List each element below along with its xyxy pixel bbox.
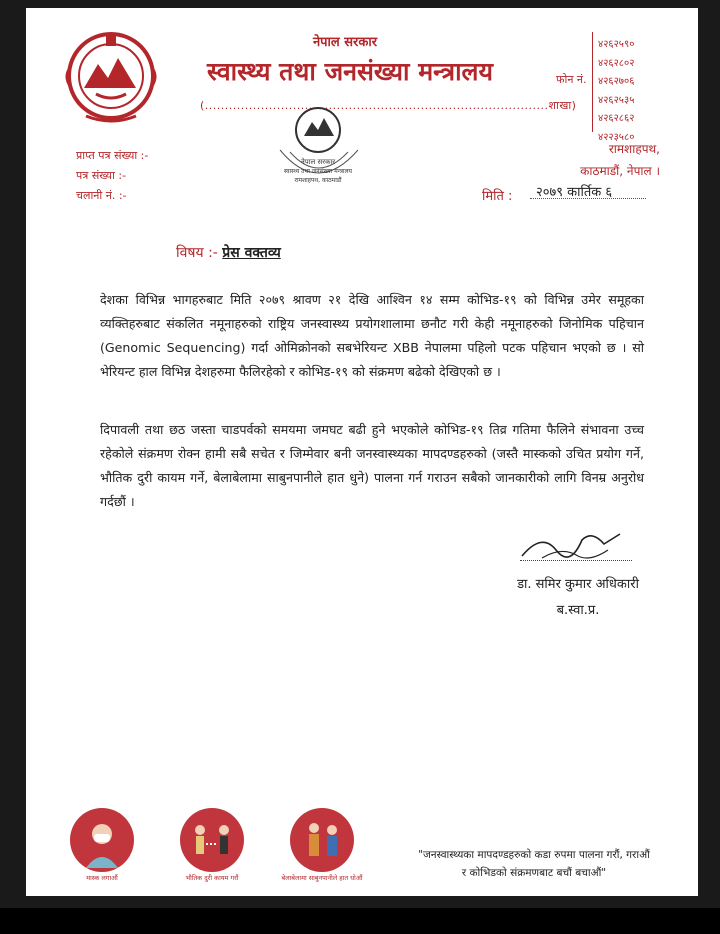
phone-label: फोन नं. (556, 73, 587, 86)
received-number-label: प्राप्त पत्र संख्या :- (76, 149, 149, 162)
phone-number: ४२६२७०६ (598, 76, 635, 87)
subject-value: प्रेस वक्तव्य (222, 245, 281, 261)
slogan-line: र कोभिडको संक्रमणबाट बचौं बचाऔं" (461, 867, 607, 879)
body-paragraph-1: देशका विभिन्न भागहरुबाट मिति २०७९ श्रावण २१ देखि आश्विन १४ सम्म कोभिड-१९ को विभिन्न उमेर समूहका व्यक्तिहरुबाट संकलित नमूनाहरुको राष्ट्रिय जनस्वास्थ्य प्रयोगशालामा छनौट गरी केही नमूनाहरुको जिनोमिक पहिचान (Genomic Sequencing) गर्दा ओमिक्रोनको सबभेरियन्ट XBB नेपालमा पहिलो पटक पहिचान भएको छ । सो भेरियन्ट हाल विभिन्न देशहरुमा फैलिरहेको र कोभिड-१९ को संक्रमण बढेको देखिएको छ । (100, 292, 644, 379)
body-paragraph-2: दिपावली तथा छठ जस्ता चाडपर्वको समयमा जमघट बढी हुने भएकोले कोभिड-१९ तिव्र गतिमा फैलिने संभावना उच्च रहेकोले संक्रमण रोक्न हामी सबै सचेत र जिम्मेवार बनी जनस्वास्थ्यका मापदण्डहरुको (जस्तै मास्कको उचित प्रयोग गर्ने, भौतिक दुरी कायम गर्ने, बेलाबेलामा साबुनपानीले हात धुने) पालना गर्न गराउन सबैको जानकारीको लागि विनम्र अनुरोध गर्दछौं । (100, 422, 644, 509)
phone-number: ४२२३५८० (598, 131, 635, 143)
government-title: नेपाल सरकार (312, 35, 378, 50)
letter-number-label: पत्र संख्या :- (76, 169, 127, 182)
slogan-line: "जनस्वास्थ्यका मापदण्डहरुको कडा रुपमा पालना गरौं, गराऔं (418, 849, 650, 861)
footer-slogan (384, 846, 684, 882)
mask-caption: मास्क लगाऔं (86, 874, 118, 882)
signature-line (520, 556, 632, 561)
subject-line (176, 243, 281, 262)
stamp-line: नेपाल सरकार (300, 158, 336, 166)
mask-icon (70, 808, 134, 872)
stamp-line: रामशाहपथ, काठमाडौं (294, 177, 342, 184)
phone-list (598, 36, 668, 147)
phone-number: ४२६२५९० (598, 39, 635, 50)
address-line: काठमाडौं, नेपाल । (580, 164, 660, 178)
reference-fields (76, 146, 148, 206)
signatory-name: डा. समिर कुमार अधिकारी (517, 577, 639, 592)
phone-number: ४२६२८०२ (598, 57, 635, 69)
dispatch-number-label: चलानी नं. :- (76, 189, 127, 202)
handwash-caption: बेलाबेलामा साबुनपानीले हात धोऔं (281, 874, 363, 882)
phone-number: ४२६२८६२ (598, 113, 635, 124)
subject-label: विषय :- (176, 245, 218, 261)
distance-icon (180, 808, 244, 872)
distance-caption: भौतिक दुरी कायम गरौं (185, 874, 239, 882)
ministry-title: स्वास्थ्य तथा जनसंख्या मन्त्रालय (206, 57, 493, 86)
address-line: रामशाहपथ, (608, 142, 660, 156)
stamp-line: स्वास्थ्य तथा जनसंख्या मन्त्रालय (283, 168, 353, 175)
office-address (520, 138, 660, 182)
bottom-black-bar (0, 908, 720, 934)
date-label: मिति : (482, 189, 513, 204)
phone-number: ४२६२५३५ (598, 94, 635, 106)
branch-line: (......................................................................................शाखा) (200, 99, 577, 112)
phone-divider (592, 32, 593, 132)
office-stamp-icon (268, 100, 368, 196)
handwash-icon (290, 808, 354, 872)
signatory-title: ब.स्वा.प्र. (556, 603, 600, 618)
nepal-emblem-icon (56, 28, 166, 128)
date-value: २०७९ कार्तिक ६ (536, 185, 613, 200)
